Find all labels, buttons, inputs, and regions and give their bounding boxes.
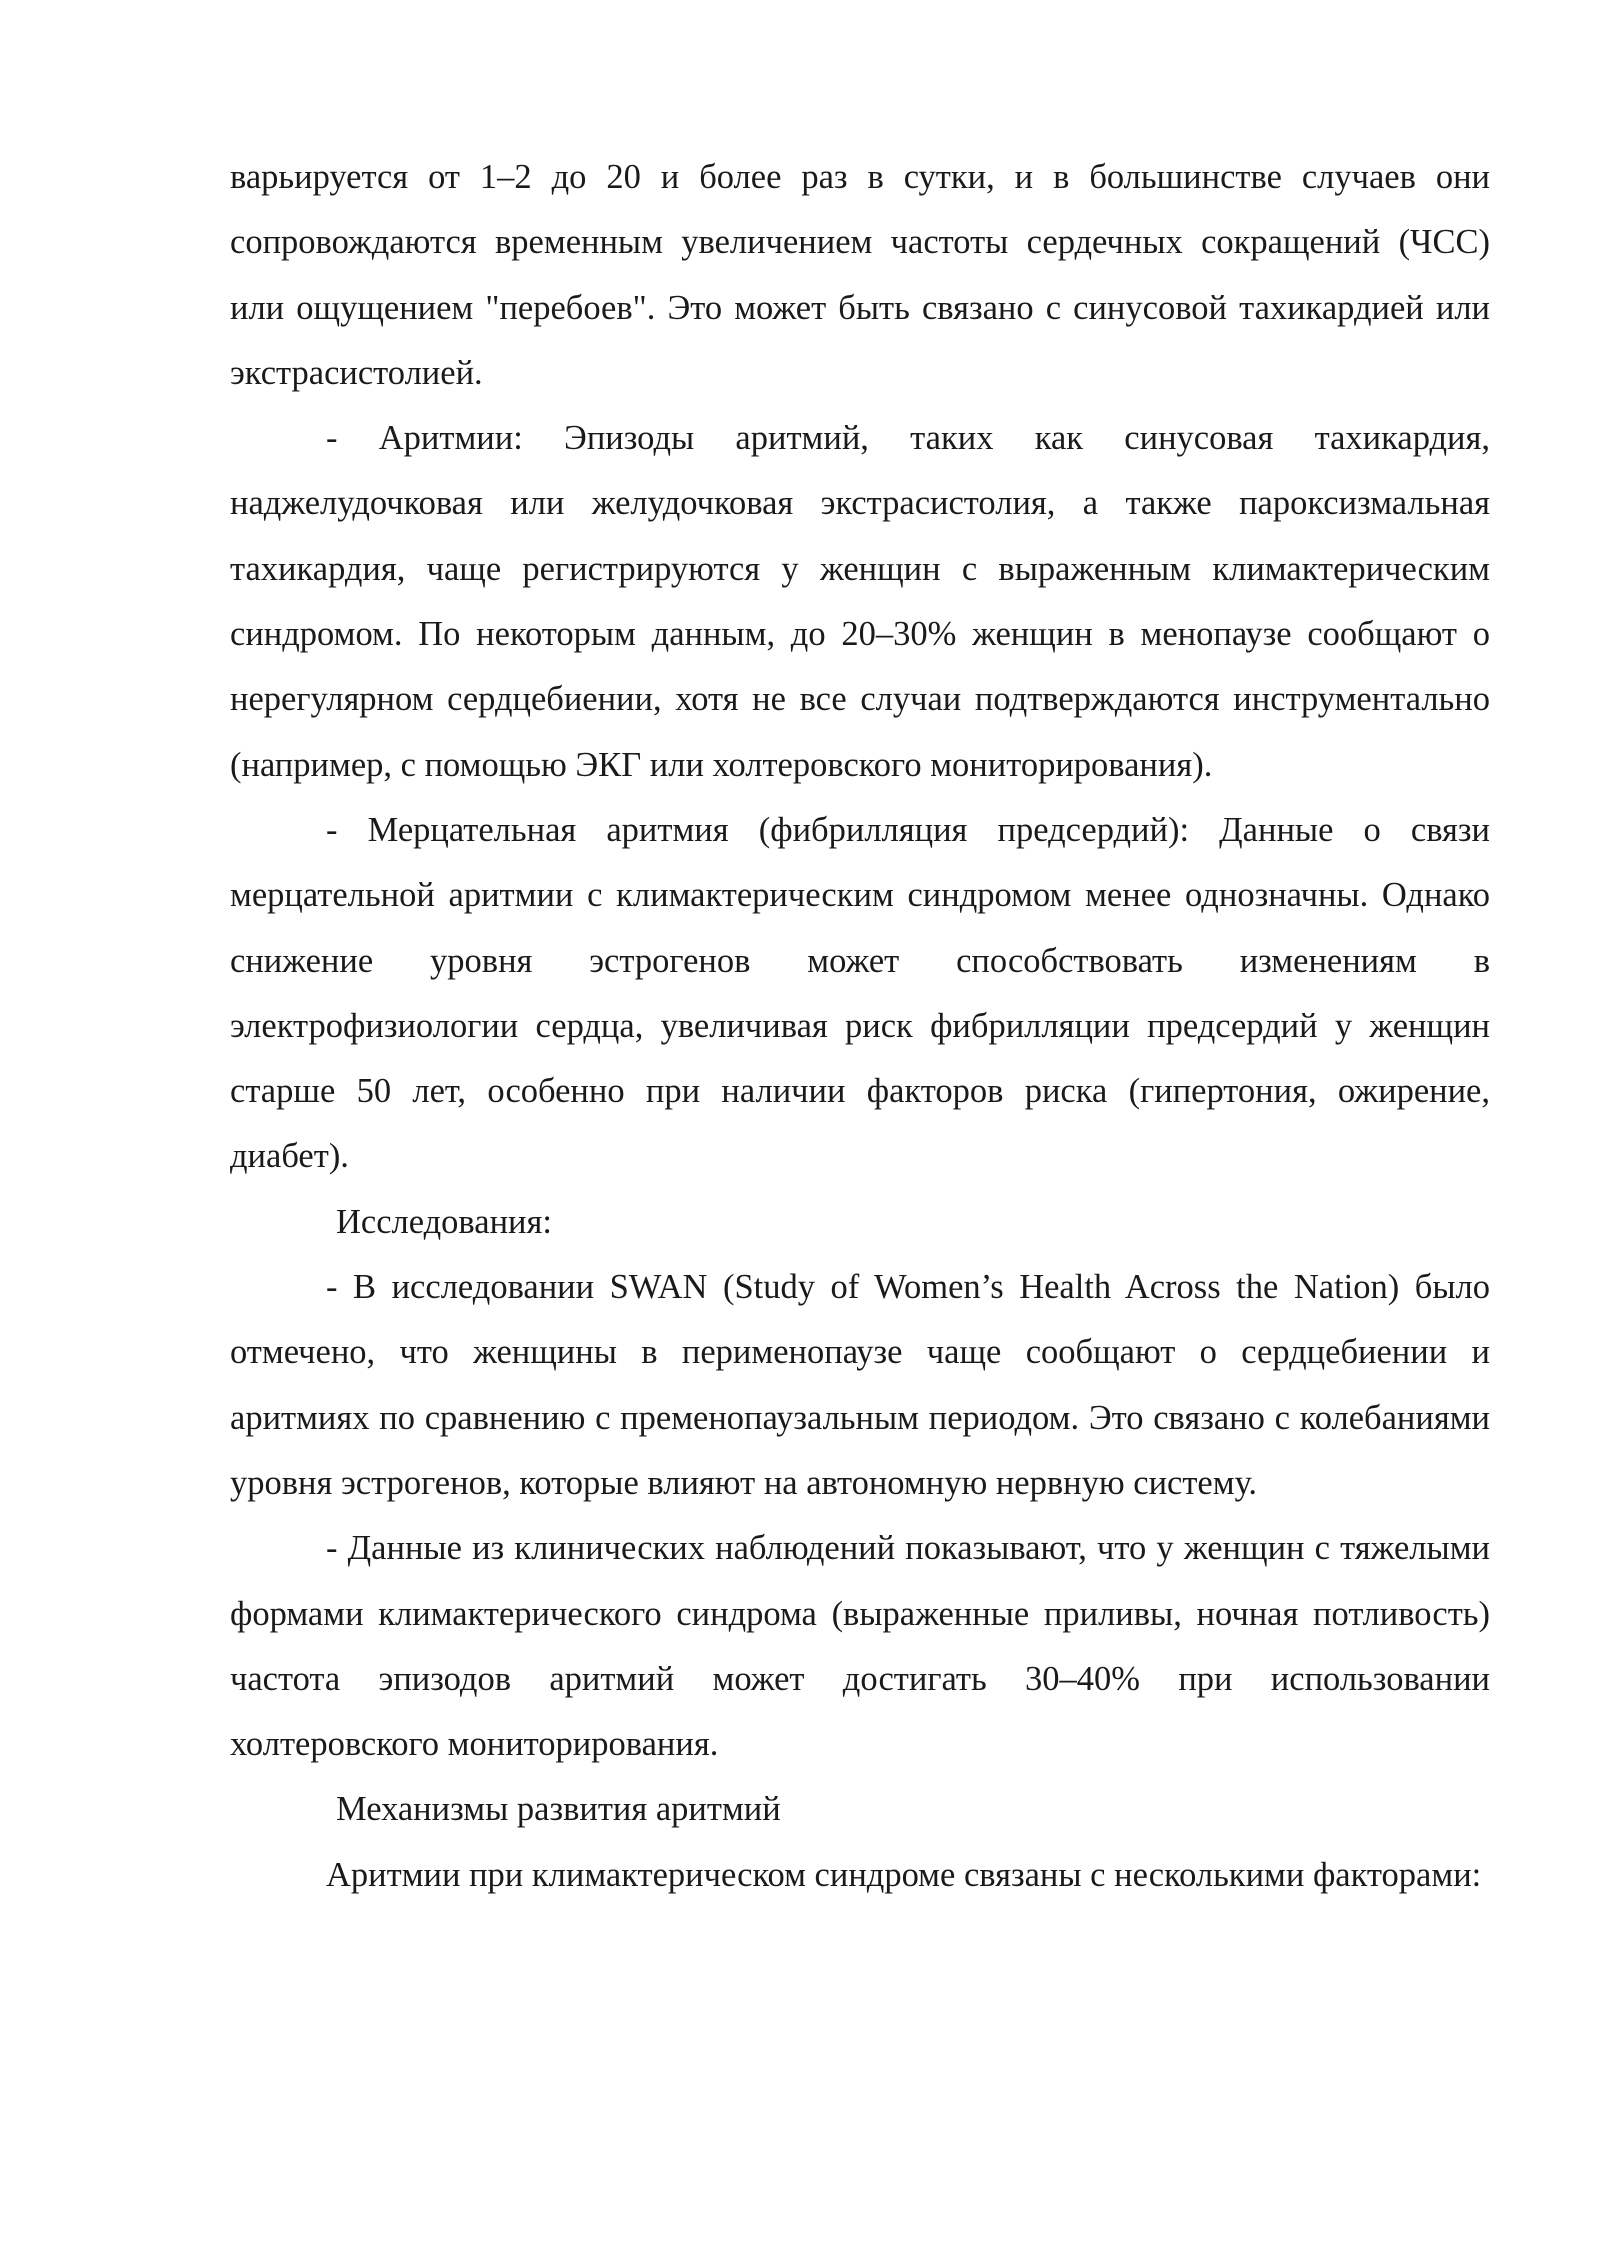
- heading-mechanisms: Механизмы развития аритмий: [336, 1790, 781, 1829]
- paragraph-palpitations-frequency: варьируется от 1–2 до 20 и более раз в сутки, и в большинстве случаев они сопровождаются временным увеличением частоты сердечных сокращений (ЧСС) или ощущением "перебоев". Это может быть связано с синусовой тахикардией или экстрасистолией.: [230, 158, 1490, 392]
- document-body: [230, 145, 1490, 1908]
- paragraph-swan-study: - В исследовании SWAN (Study of Women’s Health Across the Nation) было отмечено, что женщины в перименопаузе чаще сообщают о сердцебиении и аритмиях по сравнению с пременопаузальным периодом. Это связано с колебаниями уровня эстрогенов, которые влияют на автономную нервную систему.: [230, 1268, 1490, 1502]
- heading-studies: Исследования:: [336, 1202, 552, 1241]
- paragraph-arrhythmias: - Аритмии: Эпизоды аритмий, таких как синусовая тахикардия, наджелудочковая или желудочковая экстрасистолия, а также пароксизмальная тахикардия, чаще регистрируются у женщин с выраженным климактерическим синдромом. По некоторым данным, до 20–30% женщин в менопаузе сообщают о нерегулярном сердцебиении, хотя не все случаи подтверждаются инструментально (например, с помощью ЭКГ или холтеровского мониторирования).: [230, 419, 1490, 784]
- paragraph-atrial-fibrillation: - Мерцательная аритмия (фибрилляция предсердий): Данные о связи мерцательной аритмии с климактерическим синдромом менее однозначны. Однако снижение уровня эстрогенов может способствовать изменениям в электрофизиологии сердца, увеличивая риск фибрилляции предсердий у женщин старше 50 лет, особенно при наличии факторов риска (гипертония, ожирение, диабет).: [230, 810, 1490, 1176]
- paragraph-factors-intro: Аритмии при климактерическом синдроме связаны с несколькими факторами:: [326, 1855, 1482, 1894]
- paragraph-clinical-observations: - Данные из клинических наблюдений показывают, что у женщин с тяжелыми формами климактерического синдрома (выраженные приливы, ночная потливость) частота эпизодов аритмий может достигать 30–40% при использовании холтеровского мониторирования.: [230, 1529, 1490, 1764]
